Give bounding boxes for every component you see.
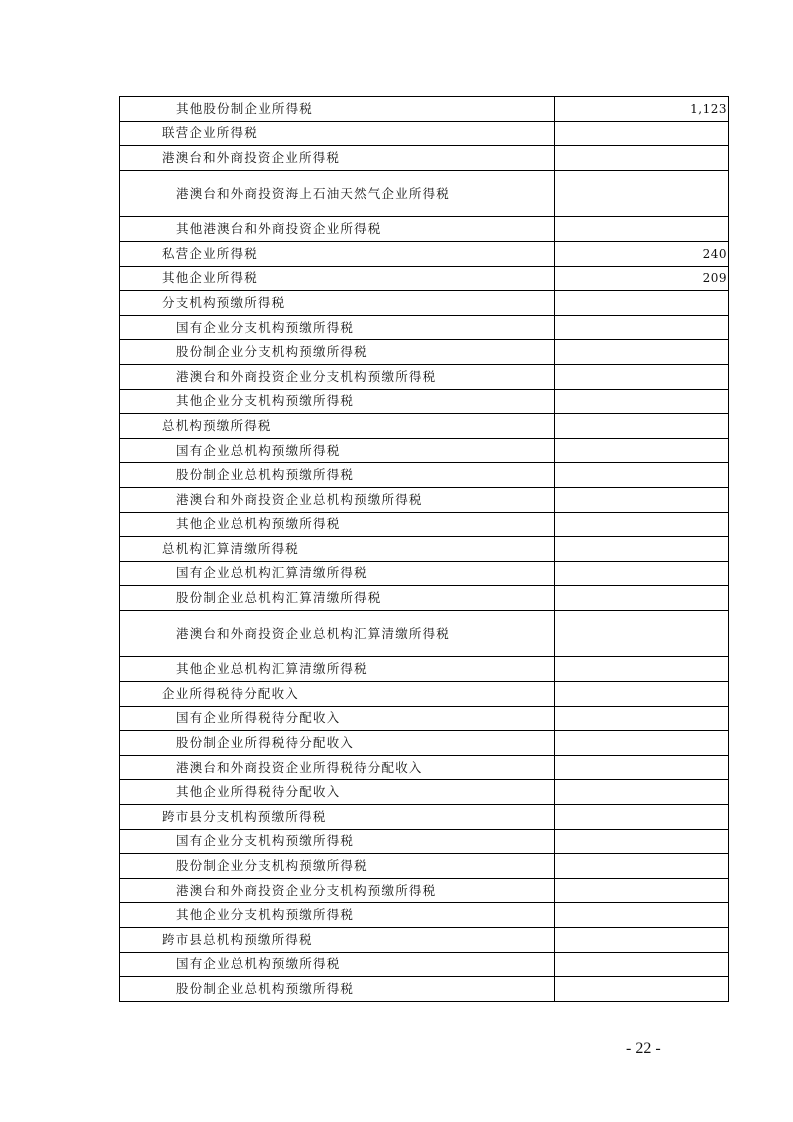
table-row xyxy=(120,121,729,146)
row-value xyxy=(555,586,729,611)
row-label: 股份制企业分支机构预缴所得税 xyxy=(120,854,555,879)
row-label: 其他企业所得税待分配收入 xyxy=(120,780,555,805)
row-value xyxy=(555,463,729,488)
table-row xyxy=(120,780,729,805)
table-row xyxy=(120,146,729,171)
row-label: 港澳台和外商投资海上石油天然气企业所得税 xyxy=(120,170,555,217)
row-value xyxy=(555,755,729,780)
row-label: 股份制企业所得税待分配收入 xyxy=(120,731,555,756)
row-label: 国有企业总机构汇算清缴所得税 xyxy=(120,561,555,586)
table-row xyxy=(120,512,729,537)
row-label: 国有企业总机构预缴所得税 xyxy=(120,952,555,977)
table-row xyxy=(120,487,729,512)
row-value xyxy=(555,561,729,586)
row-value xyxy=(555,952,729,977)
table-row xyxy=(120,854,729,879)
row-label: 股份制企业分支机构预缴所得税 xyxy=(120,340,555,365)
row-label: 股份制企业总机构汇算清缴所得税 xyxy=(120,586,555,611)
table-row xyxy=(120,731,729,756)
row-label: 分支机构预缴所得税 xyxy=(120,291,555,316)
row-value xyxy=(555,487,729,512)
row-label: 其他企业总机构汇算清缴所得税 xyxy=(120,657,555,682)
row-label: 私营企业所得税 xyxy=(120,241,555,266)
row-value xyxy=(555,610,729,657)
row-label: 其他企业分支机构预缴所得税 xyxy=(120,903,555,928)
row-value xyxy=(555,364,729,389)
row-label: 总机构汇算清缴所得税 xyxy=(120,537,555,562)
row-label: 股份制企业总机构预缴所得税 xyxy=(120,463,555,488)
table-row xyxy=(120,170,729,217)
table-body xyxy=(120,97,729,1002)
table-row xyxy=(120,537,729,562)
row-value xyxy=(555,977,729,1002)
row-label: 国有企业分支机构预缴所得税 xyxy=(120,829,555,854)
table-row xyxy=(120,340,729,365)
table-row xyxy=(120,610,729,657)
row-label: 港澳台和外商投资企业所得税待分配收入 xyxy=(120,755,555,780)
table-row xyxy=(120,755,729,780)
table-row xyxy=(120,217,729,242)
row-value xyxy=(555,170,729,217)
row-label: 跨市县分支机构预缴所得税 xyxy=(120,805,555,830)
row-label: 国有企业分支机构预缴所得税 xyxy=(120,315,555,340)
table-row xyxy=(120,928,729,953)
row-value xyxy=(555,121,729,146)
row-value xyxy=(555,414,729,439)
table-row xyxy=(120,241,729,266)
row-value: 240 xyxy=(555,241,729,266)
row-label: 其他企业总机构预缴所得税 xyxy=(120,512,555,537)
row-label: 国有企业总机构预缴所得税 xyxy=(120,438,555,463)
row-label: 港澳台和外商投资企业总机构汇算清缴所得税 xyxy=(120,610,555,657)
row-value xyxy=(555,389,729,414)
table-row xyxy=(120,561,729,586)
row-label: 联营企业所得税 xyxy=(120,121,555,146)
row-value: 209 xyxy=(555,266,729,291)
table-row xyxy=(120,829,729,854)
budget-table xyxy=(119,96,729,1002)
table-row xyxy=(120,706,729,731)
page-number: - 22 - xyxy=(626,1040,661,1057)
row-label: 港澳台和外商投资企业分支机构预缴所得税 xyxy=(120,878,555,903)
row-label: 总机构预缴所得税 xyxy=(120,414,555,439)
row-label: 港澳台和外商投资企业总机构预缴所得税 xyxy=(120,487,555,512)
table-row xyxy=(120,463,729,488)
row-value: 1,123 xyxy=(555,97,729,122)
row-label: 跨市县总机构预缴所得税 xyxy=(120,928,555,953)
row-value xyxy=(555,780,729,805)
table-row xyxy=(120,97,729,122)
table-row xyxy=(120,414,729,439)
row-value xyxy=(555,878,729,903)
row-value xyxy=(555,291,729,316)
row-label: 其他企业分支机构预缴所得税 xyxy=(120,389,555,414)
table-row xyxy=(120,266,729,291)
row-value xyxy=(555,928,729,953)
table-row xyxy=(120,903,729,928)
row-label: 其他股份制企业所得税 xyxy=(120,97,555,122)
row-value xyxy=(555,512,729,537)
table-row xyxy=(120,291,729,316)
row-value xyxy=(555,731,729,756)
row-label: 其他企业所得税 xyxy=(120,266,555,291)
row-label: 港澳台和外商投资企业所得税 xyxy=(120,146,555,171)
row-value xyxy=(555,537,729,562)
row-value xyxy=(555,340,729,365)
row-value xyxy=(555,438,729,463)
row-label: 企业所得税待分配收入 xyxy=(120,682,555,707)
row-value xyxy=(555,217,729,242)
table-row xyxy=(120,805,729,830)
row-label: 国有企业所得税待分配收入 xyxy=(120,706,555,731)
row-value xyxy=(555,829,729,854)
row-label: 其他港澳台和外商投资企业所得税 xyxy=(120,217,555,242)
row-value xyxy=(555,682,729,707)
row-value xyxy=(555,903,729,928)
row-label: 股份制企业总机构预缴所得税 xyxy=(120,977,555,1002)
table-row xyxy=(120,389,729,414)
table-row xyxy=(120,438,729,463)
table-row xyxy=(120,878,729,903)
row-label: 港澳台和外商投资企业分支机构预缴所得税 xyxy=(120,364,555,389)
table-row xyxy=(120,586,729,611)
row-value xyxy=(555,146,729,171)
row-value xyxy=(555,315,729,340)
table-row xyxy=(120,657,729,682)
row-value xyxy=(555,854,729,879)
table-row xyxy=(120,952,729,977)
row-value xyxy=(555,706,729,731)
table-row xyxy=(120,977,729,1002)
table-row xyxy=(120,682,729,707)
row-value xyxy=(555,657,729,682)
table-row xyxy=(120,315,729,340)
table-row xyxy=(120,364,729,389)
row-value xyxy=(555,805,729,830)
